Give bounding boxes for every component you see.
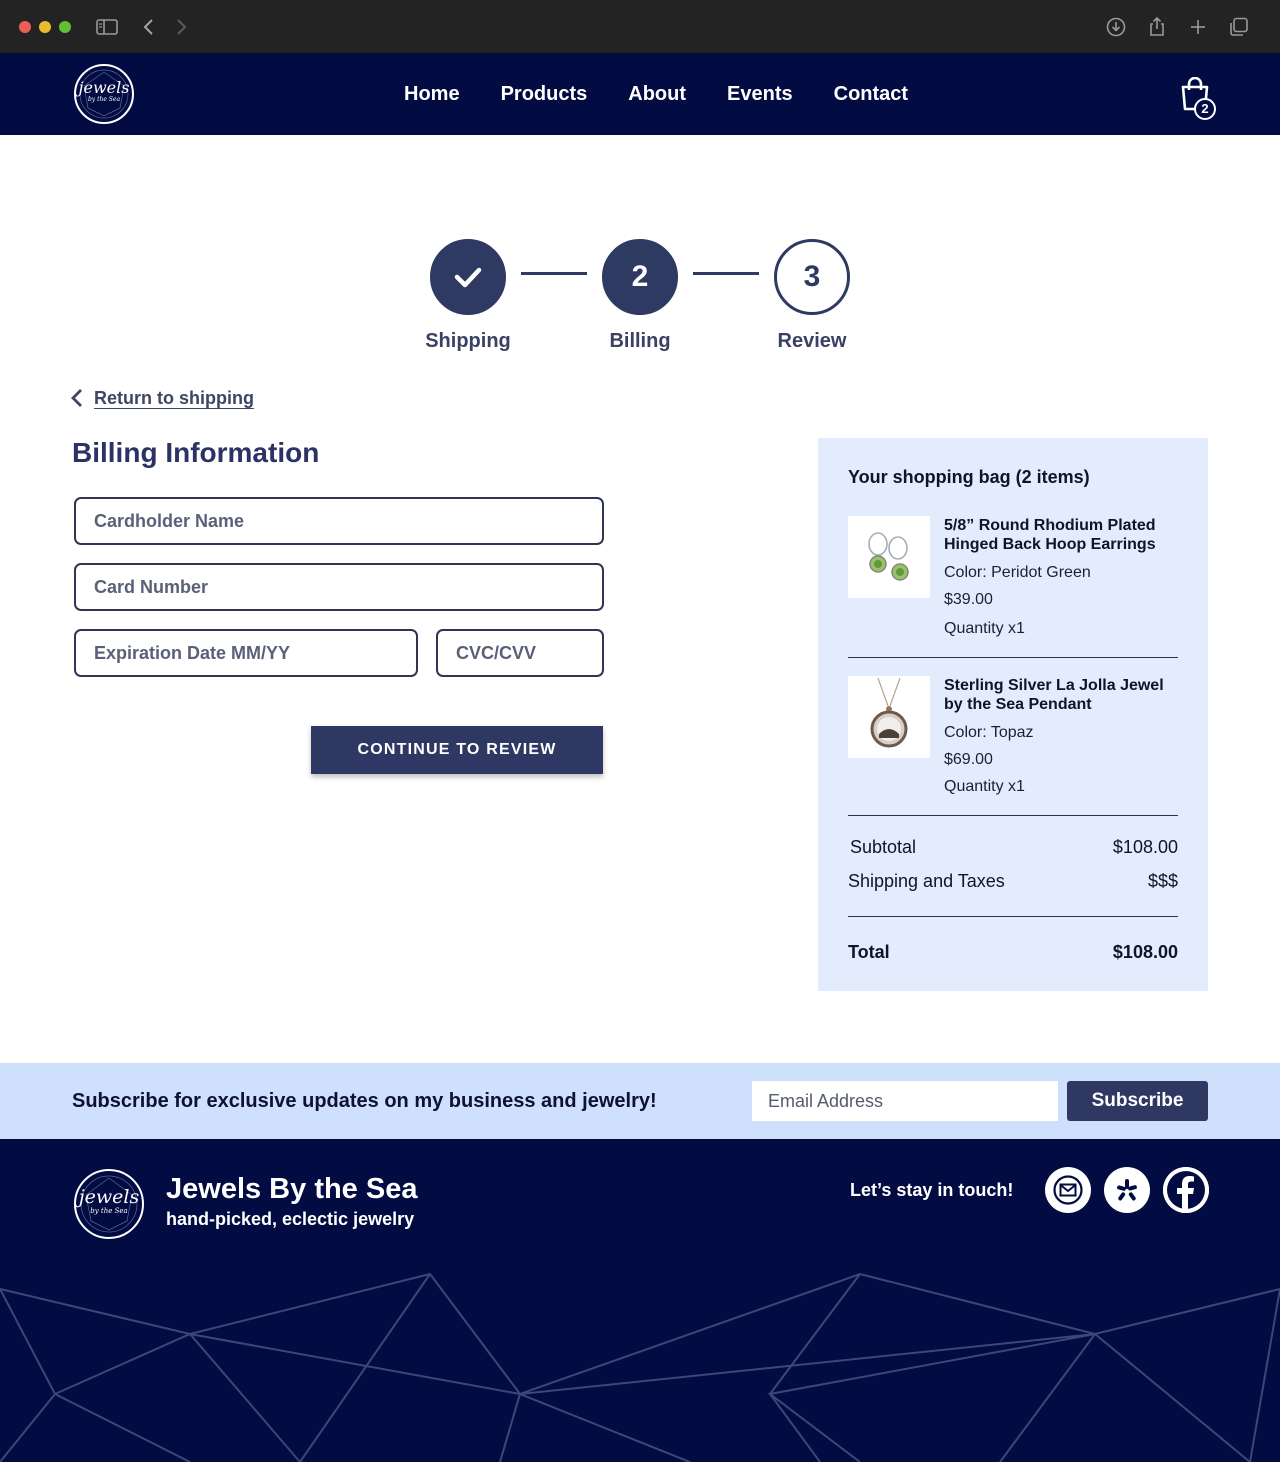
item-color: Color: Topaz [944,724,1034,741]
subscribe-button[interactable]: Subscribe [1067,1081,1208,1121]
divider [848,657,1178,658]
nav-link-home[interactable]: Home [404,82,460,105]
newsletter-text: Subscribe for exclusive updates on my business and jewelry! [72,1090,657,1112]
pendant-image [848,676,930,758]
minimize-window-button[interactable] [39,21,51,33]
item-name[interactable]: Sterling Silver La Jolla Jewel by the Sea Pendant [944,677,1164,713]
shipping-taxes-value: $$$ [1147,871,1178,891]
stay-in-touch-text: Let’s stay in touch! [850,1180,1014,1200]
back-arrow-icon[interactable] [137,15,161,39]
step-connector [521,272,587,275]
footer-tagline: hand-picked, eclectic jewelry [166,1209,415,1229]
continue-to-review-button[interactable]: CONTINUE TO REVIEW [311,726,603,774]
product-thumbnail[interactable] [848,516,930,598]
card-number-field[interactable] [74,563,604,611]
item-name[interactable]: 5/8” Round Rhodium Plated Hinged Back Hoop Earrings [944,517,1156,553]
return-to-shipping-link[interactable] [70,385,254,411]
download-icon[interactable] [1104,15,1128,39]
earrings-image [848,516,930,598]
item-quantity: Quantity x1 [944,778,1025,795]
bag-item [848,676,1178,806]
yelp-icon[interactable] [1104,1167,1150,1213]
nav-link-contact[interactable]: Contact [833,82,909,105]
footer-geometric-pattern [0,1269,1280,1462]
divider [848,916,1178,917]
total-row [848,942,1178,963]
step-shipping-label[interactable]: Shipping [425,330,511,352]
subtotal-value: $108.00 [1112,837,1178,857]
forward-arrow-icon[interactable] [169,15,193,39]
site-header [0,53,1280,135]
subtotal-label: Subtotal [850,837,917,857]
footer-logo[interactable] [74,1169,144,1239]
item-color: Color: Peridot Green [944,564,1091,581]
sidebar-toggle-icon[interactable] [95,15,119,39]
nav-link-about[interactable]: About [628,82,687,105]
bag-title: Your shopping bag (2 items) [848,467,1090,487]
tab-overview-icon[interactable] [1227,15,1251,39]
site-footer [0,1139,1280,1462]
share-icon[interactable] [1145,15,1169,39]
expiration-date-field[interactable] [74,629,418,677]
site-logo[interactable] [74,64,134,124]
new-tab-icon[interactable] [1186,15,1210,39]
page-title: Billing Information [72,437,320,468]
shopping-bag-summary [818,438,1208,991]
close-window-button[interactable] [19,21,31,33]
logo-subtitle: by the Sea [90,1207,128,1215]
browser-toolbar [0,0,1280,53]
cvc-field[interactable] [436,629,604,677]
item-price: $69.00 [944,751,993,768]
facebook-icon[interactable] [1163,1167,1209,1213]
chevron-left-icon [70,388,84,408]
cardholder-name-field[interactable] [74,497,604,545]
step-billing-label: Billing [609,330,671,352]
step-billing-circle: 2 [602,239,678,315]
mail-icon[interactable] [1045,1167,1091,1213]
subtotal-row [848,837,1178,858]
nav-link-events[interactable]: Events [727,82,793,105]
logo-subtitle: by the Sea [87,96,121,103]
step-review-circle: 3 [774,239,850,315]
nav-link-products[interactable]: Products [500,82,588,105]
email-address-field[interactable] [752,1081,1058,1121]
logo-wordmark: jewels [78,78,130,97]
check-icon [452,261,484,293]
bag-item [848,516,1178,646]
step-connector [693,272,759,275]
item-price: $39.00 [944,591,993,608]
main-navigation [404,53,908,135]
footer-brand-name: Jewels By the Sea [166,1173,418,1205]
total-value: $108.00 [1112,942,1178,962]
total-label: Total [848,942,890,962]
divider [848,815,1178,816]
step-shipping-circle[interactable] [430,239,506,315]
shipping-taxes-row [848,871,1178,892]
zoom-window-button[interactable] [59,21,71,33]
step-review-label: Review [777,330,847,352]
return-to-shipping-label[interactable]: Return to shipping [94,387,254,408]
cart-count-badge: 2 [1194,98,1216,120]
logo-wordmark: jewels [78,1186,140,1208]
shipping-taxes-label: Shipping and Taxes [848,871,1005,891]
product-thumbnail[interactable] [848,676,930,758]
item-quantity: Quantity x1 [944,620,1025,637]
newsletter-band [0,1063,1280,1139]
cart-button[interactable] [1180,77,1222,121]
